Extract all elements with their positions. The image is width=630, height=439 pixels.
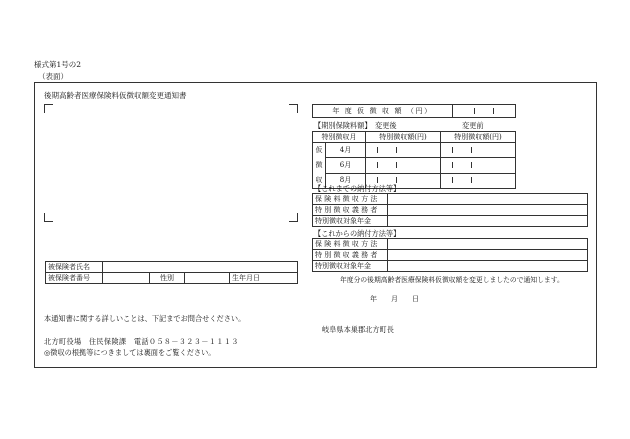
form-number: 様式第1号の2 bbox=[34, 60, 82, 69]
col-month-header: 特別徴収月 bbox=[313, 132, 366, 143]
col-after-header: 特別徴収額(円) bbox=[366, 132, 441, 143]
next-method-value bbox=[388, 250, 588, 261]
period-section-label: 【期別保険料額】 bbox=[314, 121, 372, 130]
window-corner-bottom-left bbox=[44, 213, 53, 222]
next-method-row-label: 特 別 徴 収 義 務 者 bbox=[313, 250, 388, 261]
prev-method-row-label: 特 別 徴 収 義 務 者 bbox=[313, 205, 388, 216]
period-table bbox=[312, 131, 516, 189]
birth-label: 生年月日 bbox=[230, 273, 298, 284]
side-label: （表面） bbox=[38, 72, 68, 81]
insured-name-label: 被保険者氏名 bbox=[46, 262, 103, 273]
insured-number-label: 被保険者番号 bbox=[46, 273, 103, 284]
office-contact: 北方町役場 住民保険課 電話０５８－３２３－１１１３ bbox=[44, 337, 239, 346]
col-before-header: 特別徴収額(円) bbox=[441, 132, 516, 143]
next-method-value bbox=[388, 261, 588, 272]
prev-method-value bbox=[388, 216, 588, 227]
before-amount-cell bbox=[441, 143, 516, 158]
window-corner-bottom-right bbox=[289, 213, 298, 222]
before-amount-cell bbox=[441, 173, 516, 188]
next-method-title: 【これからの納付方法等】 bbox=[314, 229, 401, 238]
provisional-vertical-label: 仮 徴 収 bbox=[313, 143, 326, 189]
next-method-table bbox=[312, 238, 588, 272]
prev-method-row-label: 保 険 料 徴 収 方 法 bbox=[313, 194, 388, 205]
sex-value bbox=[185, 273, 230, 284]
window-corner-top-left bbox=[44, 104, 53, 113]
insured-name-value bbox=[103, 262, 298, 273]
issuer-name: 岐阜県本巣郡北方町長 bbox=[322, 325, 394, 334]
amount-total-cell bbox=[453, 105, 516, 118]
inquiry-text: 本通知書に関する詳しいことは、下記までお問合せください。 bbox=[44, 314, 246, 323]
insured-number-value bbox=[103, 273, 150, 284]
amount-table bbox=[312, 104, 516, 118]
after-amount-cell bbox=[366, 158, 441, 173]
prev-method-table bbox=[312, 193, 588, 227]
prev-method-value bbox=[388, 205, 588, 216]
window-corner-top-right bbox=[289, 104, 298, 113]
month-row-label: 6月 bbox=[326, 158, 366, 173]
next-method-value bbox=[388, 239, 588, 250]
before-label: 変更前 bbox=[462, 121, 484, 130]
after-label: 変更後 bbox=[375, 121, 397, 130]
issue-date: 年 月 日 bbox=[370, 295, 419, 303]
insured-table bbox=[45, 261, 298, 284]
month-row-label: 4月 bbox=[326, 143, 366, 158]
next-method-row-label: 特別徴収対象年金 bbox=[313, 261, 388, 272]
document-title: 後期高齢者医療保険料仮徴収額変更通知書 bbox=[44, 91, 187, 100]
before-amount-cell bbox=[441, 158, 516, 173]
sex-label: 性別 bbox=[150, 273, 185, 284]
basis-note: ◎徴収の根拠等につきましては裏面をご覧ください。 bbox=[44, 348, 216, 357]
next-method-row-label: 保 険 料 徴 収 方 法 bbox=[313, 239, 388, 250]
prev-method-value bbox=[388, 194, 588, 205]
notice-text: 年度分の後期高齢者医療保険料仮徴収額を変更しましたので通知します。 bbox=[340, 276, 564, 284]
prev-method-title: 【これまでの納付方法等】 bbox=[314, 184, 401, 193]
month-row-label: 8月 bbox=[326, 173, 366, 188]
amount-header: 年 度 仮 徴 収 額 （円） bbox=[313, 105, 453, 118]
prev-method-row-label: 特別徴収対象年金 bbox=[313, 216, 388, 227]
after-amount-cell bbox=[366, 143, 441, 158]
